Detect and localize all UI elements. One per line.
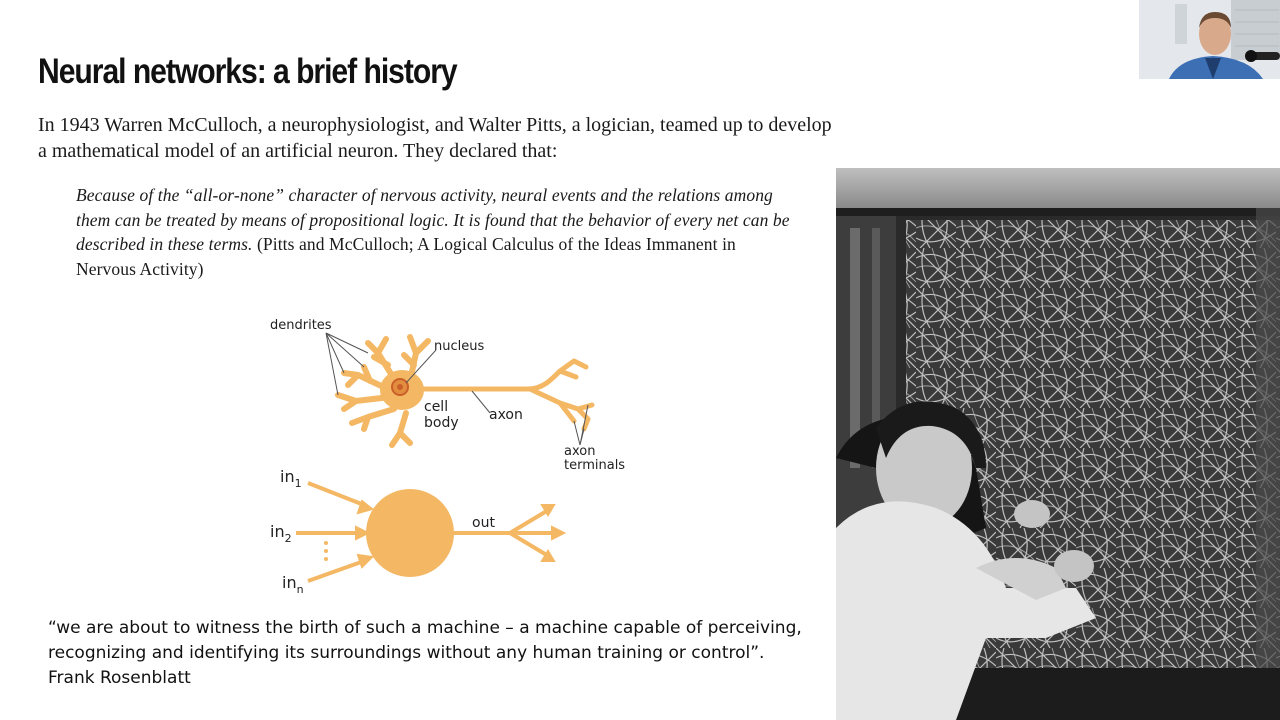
perceptron-photo (836, 168, 1280, 720)
quote-citation: (Pitts and McCulloch; A Logical Calculus of the Ideas Immanent in Nervous Activity) (76, 234, 736, 279)
rosenblatt-quote (48, 616, 828, 691)
label-in-n: $in_n$ (282, 573, 304, 596)
label-axon: axon (489, 407, 523, 423)
label-nucleus: nucleus (434, 339, 485, 354)
artificial-neuron-illustration (296, 483, 564, 581)
label-axon-terminals-2: terminals (564, 458, 626, 473)
rosenblatt-quote-text: “we are about to witness the birth of such a machine – a machine capable of perceiving, recognizing and identifying its surroundings without any human training or control”. (48, 618, 802, 663)
label-cell: cell (424, 399, 449, 415)
label-out: out (472, 515, 495, 531)
label-dendrites: dendrites (270, 318, 332, 333)
intro-paragraph: In 1943 Warren McCulloch, a neurophysiologist, and Walter Pitts, a logician, teamed up to develop a mathematical model of an artificial neuron. They declared that: (38, 114, 832, 162)
neuron-node (366, 489, 454, 577)
label-body: body (424, 415, 459, 431)
label-in-2: $in_2$ (270, 522, 292, 545)
pitts-mcculloch-quote (76, 183, 796, 281)
quote-italic-text: Because of the “all-or-none” character of nervous activity, neural events and the relations among them can be treated by means of propositional logic. It is found that the behavior of every net can be described in these terms. (76, 185, 790, 254)
presenter-webcam-illustration (1139, 0, 1280, 79)
rosenblatt-author: Frank Rosenblatt (48, 668, 191, 688)
label-in-1: $in_1$ (280, 467, 302, 490)
perceptron-photo-illustration (836, 168, 1280, 720)
label-axon-terminals-1: axon (564, 444, 596, 459)
slide-title: Neural networks: a brief history (38, 52, 457, 91)
presenter-webcam (1139, 0, 1280, 79)
neuron-diagram (260, 305, 640, 605)
